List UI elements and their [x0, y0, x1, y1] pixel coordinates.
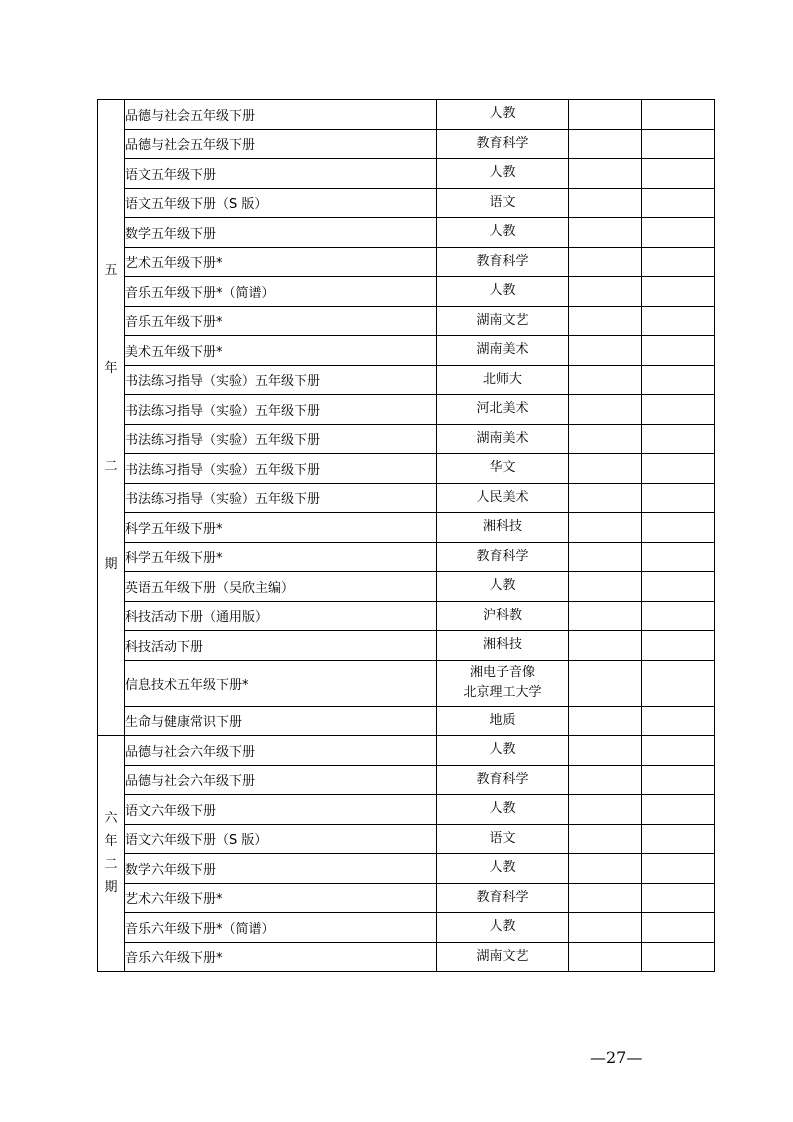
empty-cell — [569, 913, 642, 943]
empty-cell — [569, 942, 642, 972]
empty-cell — [569, 218, 642, 248]
publisher-cell — [437, 795, 569, 825]
publisher-cell — [437, 572, 569, 602]
publisher-cell — [437, 631, 569, 661]
empty-cell — [569, 824, 642, 854]
book-title-cell: 艺术六年级下册* — [125, 883, 437, 913]
grade-term-char: 年 — [104, 833, 118, 849]
book-title-cell: 艺术五年级下册* — [125, 247, 437, 277]
book-title-cell: 数学五年级下册 — [125, 218, 437, 248]
table-row — [98, 277, 715, 307]
empty-cell — [642, 277, 715, 307]
empty-cell — [569, 159, 642, 189]
publisher-cell — [437, 883, 569, 913]
empty-cell — [642, 306, 715, 336]
empty-cell — [642, 942, 715, 972]
publisher-name: 湘科技 — [482, 637, 522, 653]
publisher-name: 北京理工大学 — [463, 685, 542, 700]
table-row — [98, 395, 715, 425]
publisher-name: 湘电子音像 — [469, 665, 535, 680]
empty-cell — [642, 913, 715, 943]
book-title-cell: 音乐五年级下册* — [125, 306, 437, 336]
empty-cell — [642, 736, 715, 766]
book-title-cell: 语文五年级下册（S 版） — [125, 188, 437, 218]
book-title-cell: 英语五年级下册（吴欣主编） — [125, 572, 437, 602]
empty-cell — [642, 483, 715, 513]
grade-term-char: 五 — [104, 262, 118, 278]
table-row — [98, 795, 715, 825]
empty-cell — [642, 513, 715, 543]
book-title-cell: 科技活动下册（通用版） — [125, 601, 437, 631]
empty-cell — [642, 631, 715, 661]
publisher-cell — [437, 824, 569, 854]
book-title-cell: 品德与社会五年级下册 — [125, 100, 437, 130]
publisher-name: 湖南文艺 — [476, 948, 529, 964]
book-title-cell: 语文五年级下册 — [125, 159, 437, 189]
publisher-cell — [437, 765, 569, 795]
publisher-name: 教育科学 — [476, 771, 529, 787]
book-title-cell: 品德与社会六年级下册 — [125, 736, 437, 766]
publisher-name: 语文 — [489, 194, 516, 210]
grade-term-char: 年 — [104, 360, 118, 376]
book-title-cell: 音乐五年级下册*（简谱） — [125, 277, 437, 307]
book-title-cell: 书法练习指导（实验）五年级下册 — [125, 454, 437, 484]
publisher-name: 教育科学 — [476, 253, 529, 269]
empty-cell — [569, 765, 642, 795]
table-row — [98, 129, 715, 159]
publisher-name: 教育科学 — [476, 135, 529, 151]
grade-term-label — [98, 263, 124, 573]
publisher-name: 人教 — [489, 742, 516, 758]
empty-cell — [642, 247, 715, 277]
empty-cell — [642, 218, 715, 248]
book-title-cell: 科学五年级下册* — [125, 513, 437, 543]
empty-cell — [569, 336, 642, 366]
empty-cell — [569, 736, 642, 766]
table-row — [98, 942, 715, 972]
book-title-cell: 语文六年级下册 — [125, 795, 437, 825]
empty-cell — [569, 454, 642, 484]
empty-cell — [569, 706, 642, 736]
empty-cell — [569, 129, 642, 159]
publisher-name: 人教 — [489, 919, 516, 935]
publisher-cell — [437, 395, 569, 425]
table-body — [98, 100, 715, 972]
publisher-name: 人教 — [489, 860, 516, 876]
empty-cell — [569, 883, 642, 913]
publisher-cell — [437, 336, 569, 366]
publisher-name: 人民美术 — [476, 489, 529, 505]
textbook-catalog-table — [97, 99, 715, 972]
book-title-cell: 书法练习指导（实验）五年级下册 — [125, 395, 437, 425]
table-row — [98, 883, 715, 913]
table-row — [98, 765, 715, 795]
empty-cell — [642, 424, 715, 454]
publisher-name: 湖南文艺 — [476, 312, 529, 328]
empty-cell — [642, 188, 715, 218]
publisher-cell — [437, 424, 569, 454]
empty-cell — [569, 631, 642, 661]
publisher-cell — [437, 736, 569, 766]
publisher-cell — [437, 159, 569, 189]
table-row — [98, 247, 715, 277]
book-title-cell: 生命与健康常识下册 — [125, 706, 437, 736]
publisher-cell — [437, 706, 569, 736]
table-row — [98, 736, 715, 766]
empty-cell — [569, 306, 642, 336]
publisher-cell — [437, 100, 569, 130]
grade-term-label — [98, 811, 124, 897]
book-title-cell: 书法练习指导（实验）五年级下册 — [125, 483, 437, 513]
empty-cell — [569, 424, 642, 454]
empty-cell — [569, 542, 642, 572]
table-row — [98, 483, 715, 513]
grade-term-char: 二 — [104, 458, 118, 474]
book-title-cell: 书法练习指导（实验）五年级下册 — [125, 424, 437, 454]
empty-cell — [642, 795, 715, 825]
empty-cell — [642, 601, 715, 631]
table-row — [98, 513, 715, 543]
publisher-name: 北师大 — [482, 371, 522, 387]
book-title-cell: 书法练习指导（实验）五年级下册 — [125, 365, 437, 395]
empty-cell — [642, 883, 715, 913]
publisher-name: 人教 — [489, 165, 516, 181]
table-row — [98, 913, 715, 943]
publisher-cell — [437, 542, 569, 572]
table-row — [98, 854, 715, 884]
table-row — [98, 100, 715, 130]
table-row — [98, 424, 715, 454]
grade-term-char: 六 — [104, 810, 118, 826]
book-title-cell: 语文六年级下册（S 版） — [125, 824, 437, 854]
empty-cell — [569, 601, 642, 631]
empty-cell — [569, 395, 642, 425]
publisher-name: 河北美术 — [476, 401, 529, 417]
publisher-cell — [437, 454, 569, 484]
empty-cell — [642, 542, 715, 572]
book-title-cell: 品德与社会五年级下册 — [125, 129, 437, 159]
table-row — [98, 824, 715, 854]
empty-cell — [569, 660, 642, 706]
book-title-cell: 科技活动下册 — [125, 631, 437, 661]
page-number: —27— — [590, 1048, 643, 1067]
publisher-name: 湖南美术 — [476, 430, 529, 446]
publisher-cell — [437, 365, 569, 395]
table-row — [98, 631, 715, 661]
book-title-cell: 品德与社会六年级下册 — [125, 765, 437, 795]
book-title-cell: 音乐六年级下册*（简谱） — [125, 913, 437, 943]
empty-cell — [642, 159, 715, 189]
table-row — [98, 306, 715, 336]
publisher-cell — [437, 218, 569, 248]
empty-cell — [642, 706, 715, 736]
publisher-cell — [437, 483, 569, 513]
table-row — [98, 218, 715, 248]
table-row — [98, 454, 715, 484]
empty-cell — [569, 188, 642, 218]
empty-cell — [569, 483, 642, 513]
empty-cell — [569, 100, 642, 130]
publisher-cell — [437, 277, 569, 307]
publisher-cell — [437, 942, 569, 972]
publisher-cell — [437, 247, 569, 277]
empty-cell — [569, 247, 642, 277]
empty-cell — [642, 129, 715, 159]
empty-cell — [569, 277, 642, 307]
table-row — [98, 572, 715, 602]
grade-term-cell — [98, 736, 125, 972]
publisher-cell — [437, 913, 569, 943]
publisher-cell — [437, 188, 569, 218]
book-title-cell: 信息技术五年级下册* — [125, 660, 437, 706]
empty-cell — [642, 854, 715, 884]
grade-term-char: 二 — [104, 857, 118, 873]
publisher-name: 湘科技 — [482, 519, 522, 535]
publisher-name: 沪科教 — [482, 607, 522, 623]
publisher-cell — [437, 660, 569, 706]
publisher-name: 地质 — [489, 712, 516, 728]
publisher-name: 人教 — [489, 224, 516, 240]
table-row — [98, 336, 715, 366]
publisher-cell — [437, 513, 569, 543]
empty-cell — [642, 336, 715, 366]
table-row — [98, 188, 715, 218]
empty-cell — [569, 572, 642, 602]
empty-cell — [642, 572, 715, 602]
book-title-cell: 美术五年级下册* — [125, 336, 437, 366]
table-row — [98, 601, 715, 631]
table-row — [98, 159, 715, 189]
empty-cell — [642, 365, 715, 395]
empty-cell — [569, 795, 642, 825]
publisher-cell — [437, 129, 569, 159]
grade-term-char: 期 — [104, 556, 118, 572]
publisher-name: 教育科学 — [476, 889, 529, 905]
publisher-name: 人教 — [489, 578, 516, 594]
book-title-cell: 音乐六年级下册* — [125, 942, 437, 972]
publisher-name: 湖南美术 — [476, 342, 529, 358]
publisher-name: 人教 — [489, 801, 516, 817]
publisher-name: 人教 — [489, 106, 516, 122]
publisher-cell — [437, 854, 569, 884]
empty-cell — [642, 100, 715, 130]
publisher-name: 教育科学 — [476, 548, 529, 564]
book-title-cell: 数学六年级下册 — [125, 854, 437, 884]
table-row — [98, 542, 715, 572]
table-row — [98, 706, 715, 736]
publisher-cell — [437, 601, 569, 631]
empty-cell — [642, 660, 715, 706]
grade-term-cell — [98, 100, 125, 736]
table-row — [98, 365, 715, 395]
empty-cell — [642, 765, 715, 795]
empty-cell — [642, 454, 715, 484]
empty-cell — [569, 513, 642, 543]
grade-term-char: 期 — [104, 880, 118, 896]
publisher-name: 语文 — [489, 830, 516, 846]
table-row — [98, 660, 715, 706]
publisher-cell — [437, 306, 569, 336]
book-title-cell: 科学五年级下册* — [125, 542, 437, 572]
publisher-name: 人教 — [489, 283, 516, 299]
empty-cell — [642, 824, 715, 854]
empty-cell — [569, 854, 642, 884]
empty-cell — [642, 395, 715, 425]
empty-cell — [569, 365, 642, 395]
publisher-name: 华文 — [489, 460, 516, 476]
